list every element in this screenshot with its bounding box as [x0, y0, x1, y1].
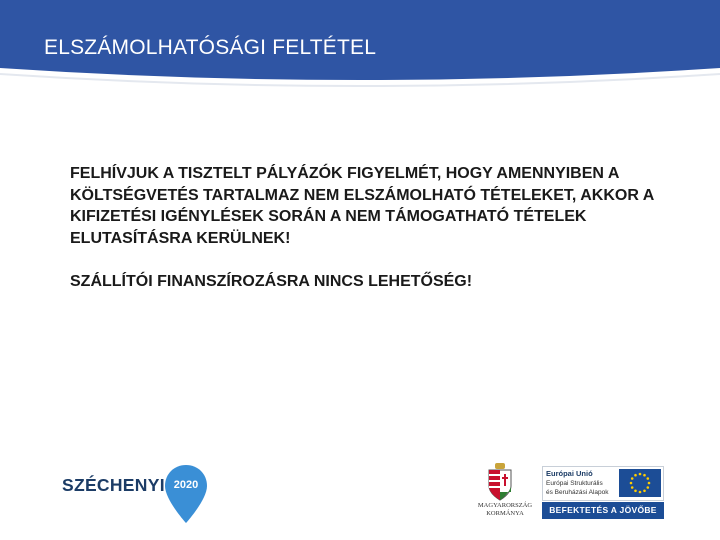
eu-logo-box	[542, 466, 664, 501]
szechenyi-logo-text: SZÉCHENYI	[62, 475, 165, 495]
location-pin-icon	[163, 463, 209, 525]
slide-content	[70, 163, 690, 293]
notice-paragraph: FELHÍVJUK A TISZTELT PÁLYÁZÓK FIGYELMÉT, HOGY AMENNYIBEN A KÖLTSÉGVETÉS TARTALMAZ NEM ELSZÁMOLHATÓ TÉTELEKET, AKKOR A KIFIZETÉSI IGÉNYLÉSEK SORÁN A NEM TÁMOGATHATÓ TÉTELEK ELUTASÍTÁSRA KERÜLNEK!	[70, 165, 654, 247]
supplier-financing-notice: SZÁLLÍTÓI FINANSZÍROZÁSRA NINCS LEHETŐSÉG!	[70, 273, 473, 290]
page-title: ELSZÁMOLHATÓSÁGI FELTÉTEL	[44, 36, 377, 59]
eu-text: Európai Unió Európai Strukturális és Beruházási Alapok	[546, 469, 609, 496]
eu-flag-icon	[619, 469, 661, 497]
coat-of-arms-icon	[486, 462, 514, 502]
szechenyi-2020-label: 2020	[173, 479, 199, 491]
hungary-government-label: MAGYARORSZÁG KORMÁNYA	[477, 502, 533, 517]
header-banner	[0, 0, 720, 96]
logo-footer	[0, 450, 720, 540]
invest-future-banner: BEFEKTETÉS A JÖVŐBE	[542, 502, 664, 519]
